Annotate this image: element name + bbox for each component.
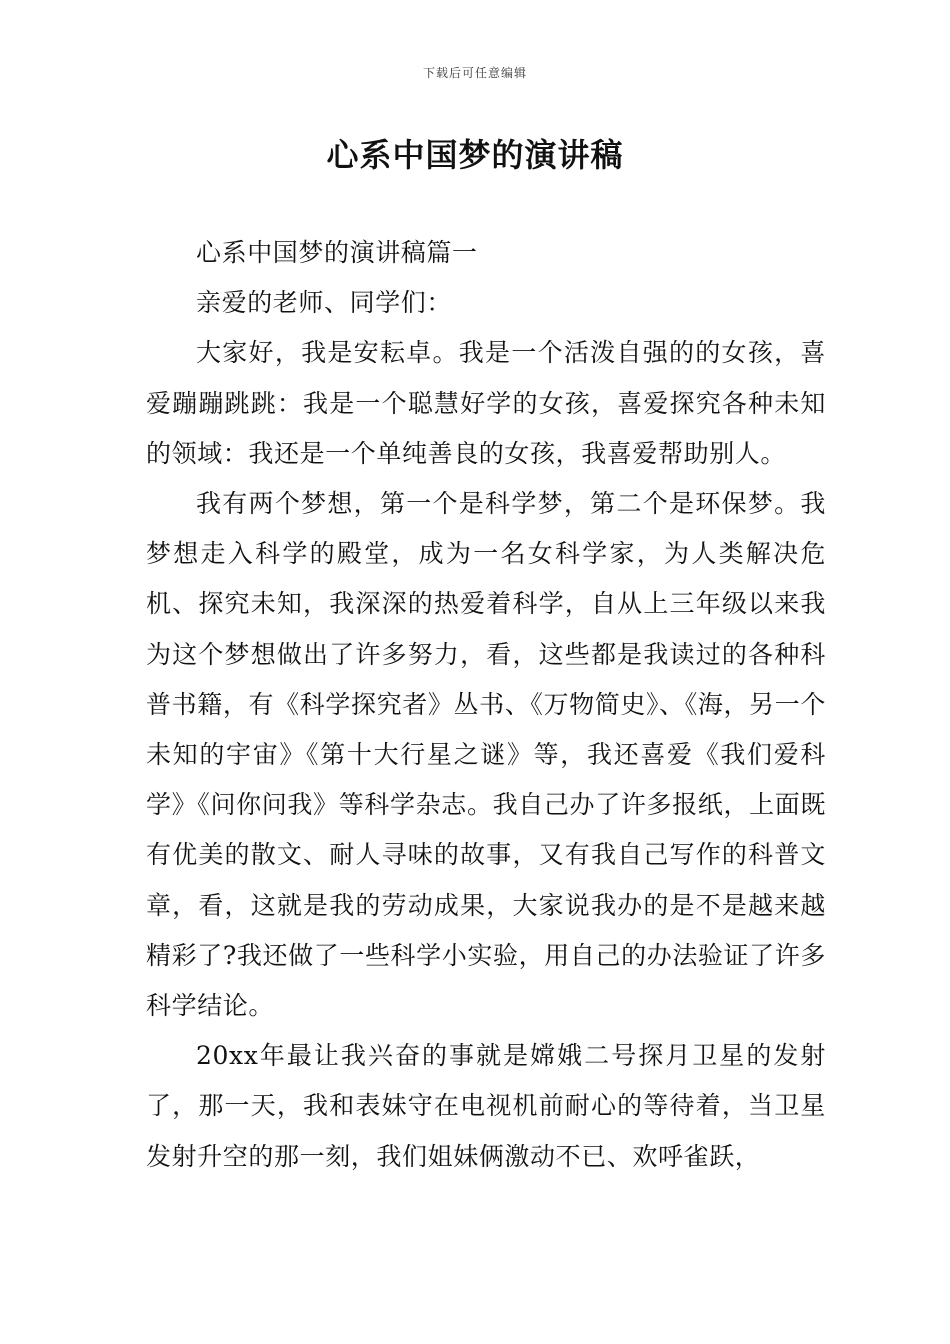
paragraph: 我有两个梦想，第一个是科学梦，第二个是环保梦。我梦想走入科学的殿堂，成为一名女科学家，为人类解决危机、探究未知，我深深的热爱着科学，自从上三年级以来我为这个梦想做出了许多努力，看，这些都是我读过的各种科普书籍，有《科学探究者》丛书、《万物简史》、《海，另一个未知的宇宙》《第十大行星之谜》等，我还喜爱《我们爱科学》《问你问我》等科学杂志。我自己办了许多报纸，上面既有优美的散文、耐人寻味的故事，又有我自己写作的科普文章，看，这就是我的劳动成果，大家说我办的是不是越来越精彩了?我还做了一些科学小实验，用自己的办法验证了许多科学结论。 [146, 489, 826, 1021]
paragraph: 大家好，我是安耘卓。我是一个活泼自强的的女孩，喜爱蹦蹦跳跳：我是一个聪慧好学的女孩，喜爱探究各种未知的领域：我还是一个单纯善良的女孩，我喜爱帮助别人。 [146, 338, 826, 468]
document-body [146, 228, 826, 1182]
paragraph: 20xx年最让我兴奋的事就是嫦娥二号探月卫星的发射了，那一天，我和表妹守在电视机前耐心的等待着，当卫星发射升空的那一刻，我们姐妹俩激动不已、欢呼雀跃， [146, 1041, 826, 1171]
header-note: 下载后可任意编辑 [422, 66, 527, 80]
salutation: 亲爱的老师、同学们： [196, 288, 453, 318]
section-heading: 心系中国梦的演讲稿篇一 [196, 238, 478, 267]
document-title: 心系中国梦的演讲稿 [326, 136, 624, 174]
